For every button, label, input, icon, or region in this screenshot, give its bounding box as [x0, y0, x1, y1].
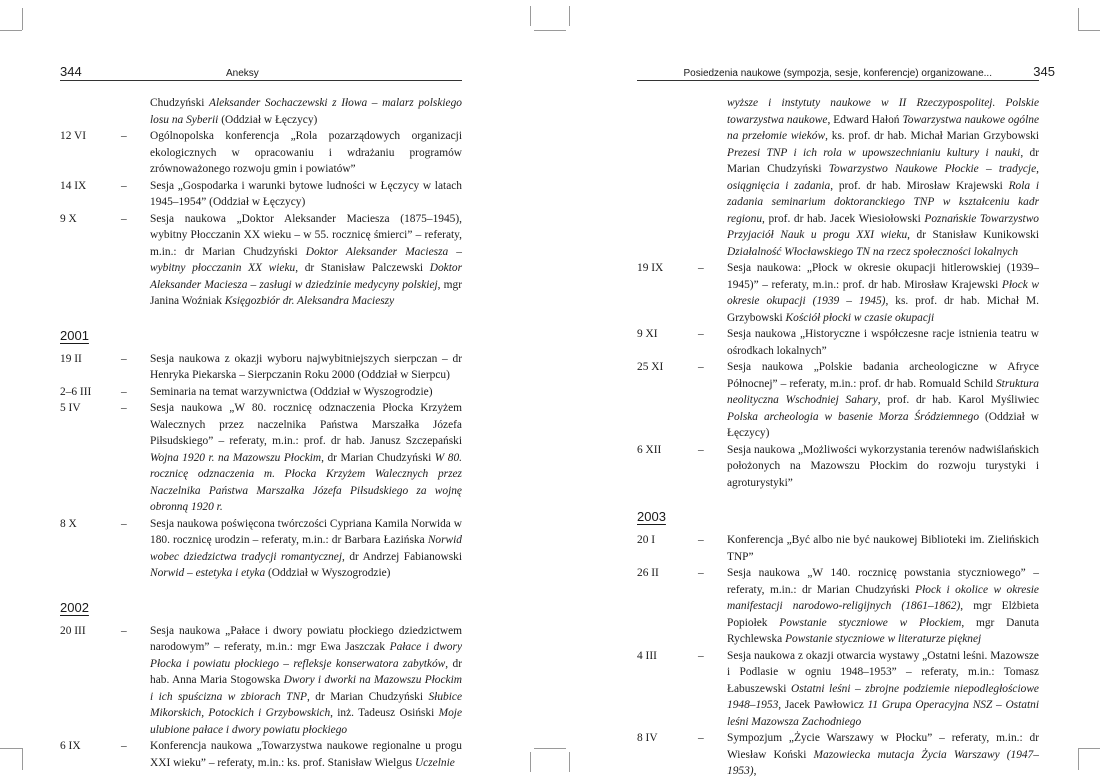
event-text: (Oddział w Wyszogrodzie)	[265, 567, 391, 579]
event-entry	[60, 211, 462, 310]
event-entry	[60, 351, 462, 384]
event-dash: –	[698, 534, 704, 546]
event-text: Sesja „Gospodarka i warunki bytowe ludności w Łęczycy w latach 1945–1954” (Oddział w Łęczycy)	[150, 179, 462, 208]
event-date: 14 IX	[60, 179, 87, 192]
right-page	[637, 60, 1055, 780]
event-text: ,	[753, 765, 757, 777]
event-dash: –	[698, 567, 704, 579]
event-text: , mgr Danuta Rychlewska	[727, 616, 1039, 645]
event-text: , inż. Tadeusz Osiński	[330, 707, 439, 719]
event-date: 2–6 III	[60, 385, 92, 398]
event-text: , dr Andrzej Fabianowski	[342, 550, 462, 563]
event-text: Sesja naukowa: „Płock w okresie okupacji hitlerowskiej (1939–1945)” – referaty, m.in.: prof. dr hab. Mirosław Krajewski	[727, 262, 1039, 291]
event-entry	[637, 532, 1039, 565]
event-title-italic: Aleksander Sochaczewski z Iłowa – malarz polskiego losu na Syberii	[150, 97, 462, 126]
event-text: Seminaria na temat warzywnictwa (Oddział w Wyszogrodzie)	[150, 385, 433, 398]
event-text: , mgr Janina Woźniak	[150, 278, 463, 307]
event-title-italic: Struktura neolityczna Wschodniej Sahary	[727, 377, 1039, 406]
event-text: , Edward Hałoń	[827, 113, 903, 126]
event-dash: –	[121, 130, 127, 142]
event-text: Chudzyński	[150, 97, 210, 109]
event-date: 5 IV	[60, 402, 81, 414]
event-title-italic: Płock i okolice w okresie manifestacji narodowo-religijnych (1861–1862)	[727, 583, 1039, 612]
event-title-italic: Powstanie styczniowe w literaturze pięknej	[785, 633, 982, 645]
event-title-italic: Norwid wobec dziedzictwa tradycji romantycznej	[150, 534, 462, 563]
event-entry	[60, 128, 462, 178]
event-text: , dr hab. Anna Maria Stogowska	[150, 657, 463, 686]
event-text: , ks. prof. dr hab. Michał M. Grzybowski	[727, 295, 1039, 324]
event-text: Sesja naukowa „Polskie badania archeologiczne w Afryce Północnej” – referaty, m.in.: prof. dr hab. Romuald Schild	[727, 361, 1039, 390]
event-date: 9 XI	[637, 328, 658, 340]
running-head-title: Aneksy	[226, 68, 259, 79]
crop-mark	[0, 748, 22, 749]
event-dash: –	[698, 649, 704, 662]
event-entry	[60, 178, 462, 211]
event-text: , dr Stanisław Kunikowski	[907, 229, 1039, 241]
event-text: Konferencja „Być albo nie być naukowej Biblioteki im. Zielińskich TNP”	[727, 534, 1039, 563]
event-title-italic: Kościół płocki w czasie okupacji	[785, 311, 935, 324]
event-entry	[60, 623, 462, 739]
event-title-italic: Polska archeologia w basenie Morza Śródziemnego	[727, 410, 980, 423]
event-date: 4 III	[637, 649, 657, 662]
event-dash: –	[121, 352, 127, 365]
running-head-title: Posiedzenia naukowe (sympozja, sesje, konferencje) organizowane...	[683, 68, 992, 79]
running-header	[60, 60, 462, 81]
event-date: 6 XII	[637, 443, 662, 456]
event-entry	[60, 400, 462, 516]
event-text: (Oddział w Łęczycy)	[218, 113, 318, 126]
event-title-italic: Pałace i dwory Płocka i powiatu płockiego – refleksje konserwatora zabytków	[150, 641, 462, 670]
crop-mark	[534, 748, 566, 749]
event-title-italic: Towarzystwa naukowe ogólne na przełomie wieków	[727, 113, 1039, 142]
event-text: , prof. dr hab. Jacek Wiesiołowski	[762, 212, 925, 225]
crop-mark	[22, 8, 23, 30]
event-dash: –	[698, 361, 704, 373]
event-title-italic: W 80. rocznicę odznaczenia m. Płocka Krzyżem Walecznych przez Naczelnika Państwa Marszałka Józefa Piłsudskiego za wojnę obronną 1920 r.	[150, 451, 462, 513]
event-dash: –	[121, 385, 127, 398]
event-text: , dr Stanisław Palczewski	[295, 262, 430, 274]
event-title-italic: Słubice Mikorskich, Potockich i Grzybowskich	[150, 690, 462, 719]
page-body	[637, 95, 1039, 780]
event-text: Konferencja naukowa „Towarzystwa naukowe regionalne u progu XXI wieku” – referaty, m.in.: ks. prof. Stanisław Wielgus	[150, 740, 462, 769]
event-text: Ogólnopolska konferencja „Rola pozarządowych organizacji ekologicznych w opracowaniu i wdrażaniu programów zrównoważonego rozwoju gmin i powiatów”	[150, 130, 462, 175]
event-date: 12 VI	[60, 130, 87, 142]
event-date: 8 X	[60, 517, 77, 530]
year-heading: 2001	[60, 327, 89, 343]
event-text: , dr Marian Chudzyński	[727, 146, 1039, 175]
page-body	[60, 95, 462, 771]
event-text: , ks. prof. dr hab. Michał Marian Grzybowski	[825, 130, 1039, 142]
event-date: 20 I	[637, 534, 656, 546]
event-date: 25 XI	[637, 361, 664, 373]
event-title-italic: Mazowiecka mutacja Życia Warszawy (1947–1953)	[727, 748, 1040, 777]
event-text: Sesja naukowa „Pałace i dwory powiatu płockiego dziedzictwem narodowym” – referaty, m.in.: mgr Ewa Jaszczak	[150, 624, 462, 653]
crop-mark	[1078, 8, 1079, 30]
event-text: Sesja naukowa „W 140. rocznicę powstania styczniowego” – referaty, m.in.: dr Marian Chudzyński	[727, 567, 1039, 596]
event-entry	[637, 648, 1039, 731]
event-title-italic: Uczelnie	[414, 756, 455, 769]
year-heading: 2003	[637, 509, 666, 524]
event-entry	[637, 326, 1039, 359]
event-entry	[637, 730, 1039, 780]
event-entry	[60, 384, 462, 401]
event-text: Sesja naukowa „Historyczne i współczesne racje istnienia teatru w ośrodkach lokalnych”	[727, 328, 1039, 357]
event-title-italic: Wojna 1920 r. na Mazowszu Płockim	[150, 451, 322, 464]
event-text: Sesja naukowa „Możliwości wykorzystania terenów nadwiślańskich położonych na Mazowszu Płockim do rozwoju turystyki i agroturystyki”	[727, 443, 1039, 489]
event-entry	[637, 442, 1039, 492]
event-entry	[637, 565, 1039, 648]
event-date: 8 IV	[637, 732, 658, 744]
event-text: Sesja naukowa z okazji wyboru najwybitniejszych sierpczan – dr Henryka Piekarska – Sierpczanin Roku 2000 (Oddział w Sierpcu)	[150, 352, 462, 381]
crop-mark	[22, 748, 23, 770]
event-text: Sesja naukowa poświęcona twórczości Cypriana Kamila Norwida w 180. rocznicę urodzin – referaty, m.in.: dr Barbara Łazińska	[150, 517, 462, 546]
event-text: , prof. dr hab. Karol Myśliwiec	[877, 394, 1040, 406]
event-title-italic: Płock w okresie okupacji (1939 – 1945)	[727, 278, 1039, 307]
crop-mark	[0, 30, 22, 31]
crop-mark	[569, 6, 570, 26]
event-title-italic: Towarzystwo Naukowe Płockie – tradycje, osiągnięcia i zadania	[727, 163, 1039, 192]
event-dash: –	[121, 517, 127, 530]
event-text: , dr Marian Chudzyński	[307, 690, 429, 703]
event-date: 19 IX	[637, 262, 664, 274]
event-text: , dr Marian Chudzyński	[321, 451, 435, 464]
event-title-italic: Moje ulubione pałace i dwory powiatu płockiego	[150, 707, 462, 736]
event-title-italic: Dwory i dworki na Mazowszu Płockim i ich spuścizna w zbiorach TNP	[150, 674, 463, 703]
running-header	[637, 60, 1055, 81]
event-date: 9 X	[60, 212, 77, 225]
crop-mark	[530, 6, 531, 26]
crop-mark	[534, 30, 566, 31]
event-dash: –	[121, 212, 127, 225]
event-title-italic: 11 Grupa Operacyjna NSZ – Ostatni leśni Mazowsza Zachodniego	[727, 699, 1039, 728]
crop-mark	[1078, 30, 1100, 31]
crop-mark	[530, 752, 531, 772]
event-text: , prof. dr hab. Mirosław Krajewski	[830, 179, 1009, 192]
event-dash: –	[121, 624, 127, 637]
event-date: 19 II	[60, 352, 82, 365]
event-title-italic: Powstanie styczniowe w Płockiem	[779, 616, 962, 629]
event-title-italic: Księgozbiór dr. Aleksandra Macieszy	[224, 295, 395, 307]
page-number: 345	[1033, 64, 1055, 79]
event-title-italic: Działalność Włocławskiego TN na rzecz społeczności lokalnych	[727, 245, 1019, 258]
event-text: Sesja naukowa z okazji otwarcia wystawy „Ostatni leśni. Mazowsze i Podlasie w ogniu 1948–1953” – referaty, m.in.: Tomasz Łabuszewski	[727, 649, 1039, 695]
event-date: 6 IX	[60, 740, 81, 752]
event-text: Sympozjum „Życie Warszawy w Płocku” – referaty, m.in.: dr Wiesław Koński	[727, 732, 1039, 761]
event-title-italic: Doktor Aleksander Maciesza – zasługi w dziedzinie medycyny polskiej	[150, 262, 463, 291]
event-dash: –	[698, 262, 704, 274]
crop-mark	[1078, 748, 1079, 770]
event-title-italic: wyższe i instytuty naukowe w II Rzeczypospolitej. Polskie towarzystwa naukowe	[727, 97, 1039, 126]
event-entry	[60, 738, 462, 771]
page-number: 344	[60, 64, 82, 79]
event-date: 20 III	[60, 624, 86, 637]
event-title-italic: Norwid – estetyka i etyka	[150, 567, 266, 579]
event-dash: –	[121, 179, 127, 192]
event-title-italic: Ostatni leśni – zbrojne podziemie niepodległościowe 1948–1953	[727, 682, 1039, 711]
event-text: (Oddział w Łęczycy)	[727, 410, 1039, 439]
event-entry	[637, 260, 1039, 326]
event-entry	[637, 95, 1039, 260]
event-title-italic: Prezesi TNP i ich rola w upowszechnianiu kultury i nauki	[727, 146, 1021, 159]
event-text: Sesja naukowa „Doktor Aleksander Maciesza (1875–1945), wybitny Płocczanin XX wieku – w 55. rocznicę śmierci” – referaty, m.in.: dr Marian Chudzyński	[150, 212, 462, 258]
event-dash: –	[698, 443, 704, 456]
event-title-italic: Doktor Aleksander Maciesza – wybitny płocczanin XX wieku	[150, 245, 462, 274]
year-heading: 2002	[60, 599, 89, 615]
crop-mark	[1078, 748, 1100, 749]
event-entry	[60, 516, 462, 582]
event-text: Sesja naukowa „W 80. rocznicę odznaczenia Płocka Krzyżem Walecznych przez naczelnika Państwa Marszałka Józefa Piłsudskiego” – referaty, m.in.: prof. dr hab. Janusz Szczepański	[150, 402, 462, 447]
event-text: , mgr Elżbieta Popiołek	[727, 600, 1039, 629]
event-text: , Jacek Pawłowicz	[778, 699, 868, 711]
event-dash: –	[121, 402, 127, 414]
event-entry	[637, 359, 1039, 442]
event-dash: –	[698, 732, 704, 744]
event-entry	[60, 95, 462, 128]
event-title-italic: Poznańskie Towarzystwo Przyjaciół Nauk u progu XXI wieku	[727, 212, 1039, 241]
crop-mark	[569, 752, 570, 772]
event-dash: –	[698, 328, 704, 340]
event-title-italic: Rola i zadania seminarium doktoranckiego TNP w kształceniu kadr regionu	[727, 179, 1040, 225]
event-dash: –	[121, 740, 127, 752]
left-page	[60, 60, 462, 771]
event-date: 26 II	[637, 567, 659, 579]
